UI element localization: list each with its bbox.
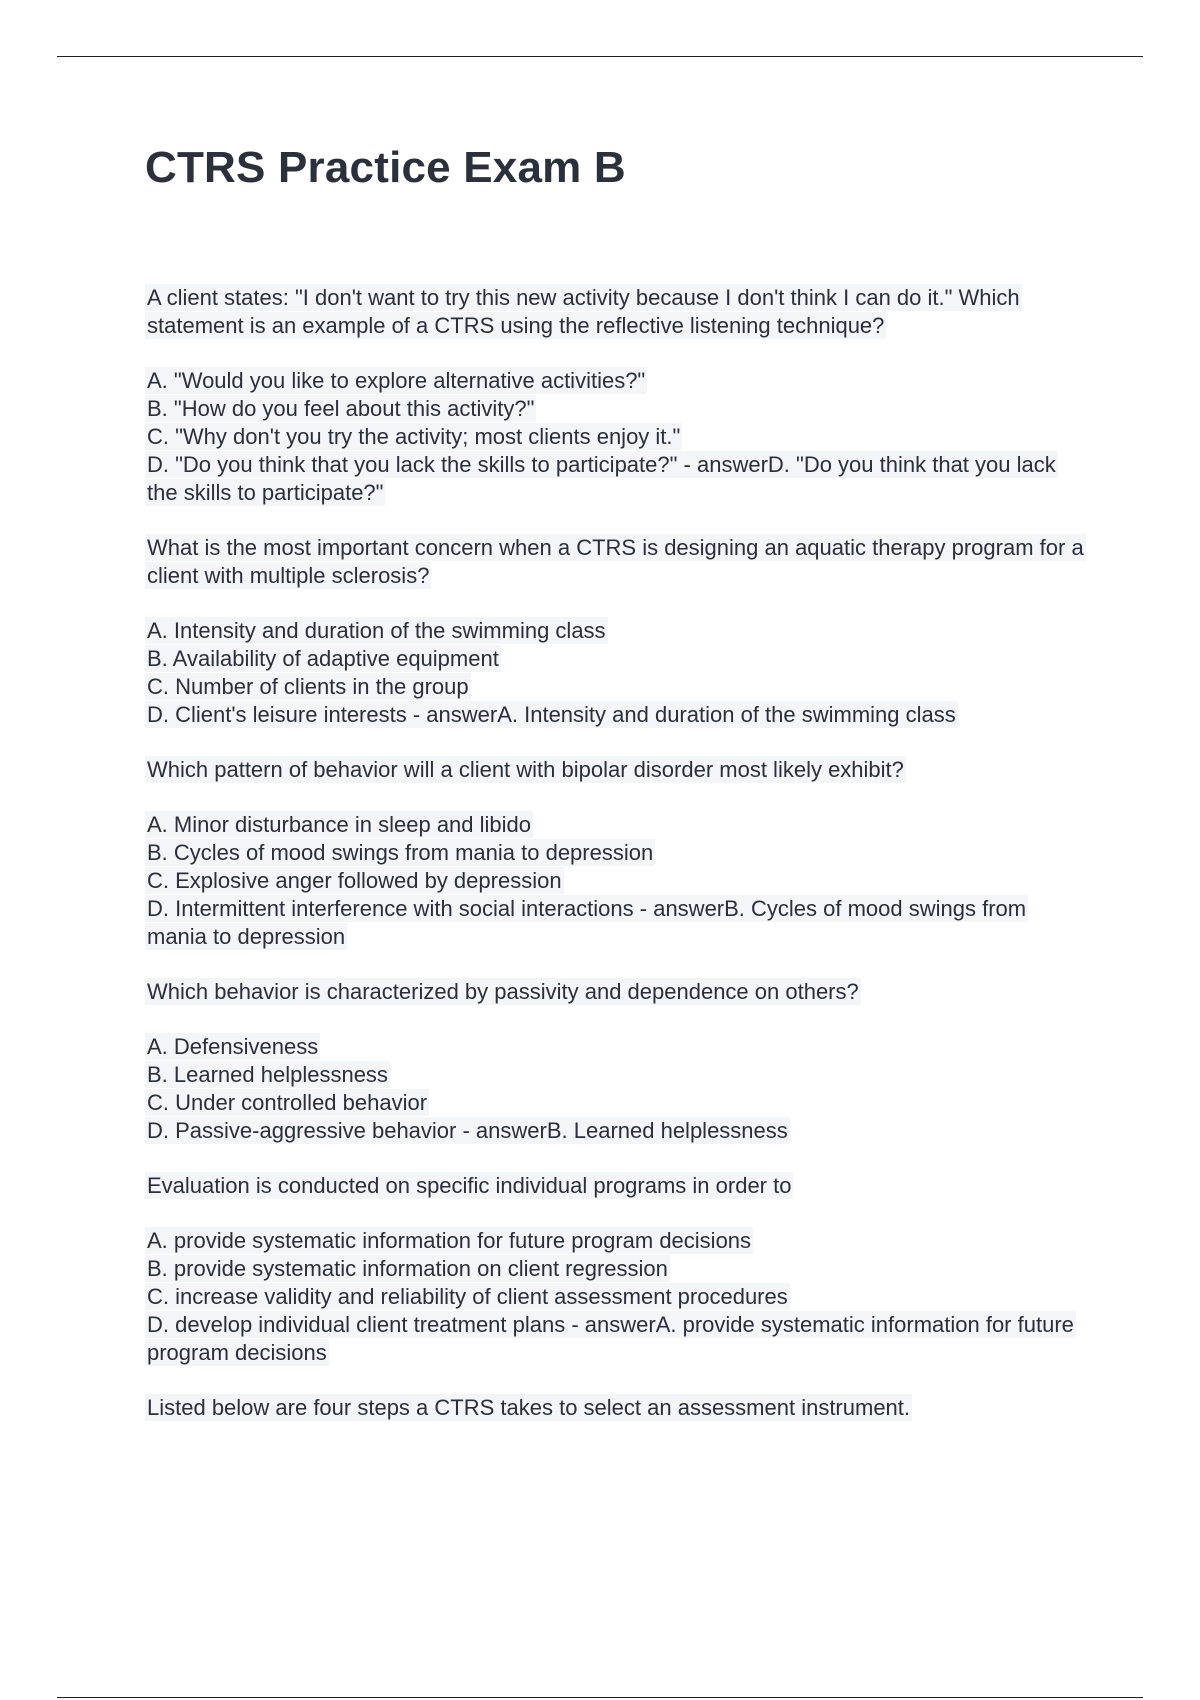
question-list: [145, 284, 1085, 1449]
answer-option: C. increase validity and reliability of client assessment procedures: [147, 1284, 788, 1309]
answer-option: B. "How do you feel about this activity?": [147, 396, 535, 421]
question-text: Which pattern of behavior will a client with bipolar disorder most likely exhibit?: [147, 757, 904, 782]
answer-option: A. provide systematic information for future program decisions: [147, 1228, 752, 1253]
question-block: [145, 978, 1085, 1145]
answer-option-with-answer: D. develop individual client treatment plans - answerA. provide systematic information for future program decisions: [147, 1312, 1074, 1365]
answer-option: B. Availability of adaptive equipment: [147, 646, 499, 671]
question-text: Which behavior is characterized by passivity and dependence on others?: [147, 979, 859, 1004]
question-block: [145, 534, 1085, 729]
answer-option: A. Intensity and duration of the swimming class: [147, 618, 606, 643]
answer-option: A. Defensiveness: [147, 1034, 319, 1059]
question-text: What is the most important concern when a CTRS is designing an aquatic therapy program for a client with multiple sclerosis?: [147, 535, 1084, 588]
question-block: [145, 1172, 1085, 1367]
top-rule: [57, 56, 1143, 57]
answer-option-with-answer: D. Client's leisure interests - answerA. Intensity and duration of the swimming class: [147, 702, 956, 727]
answer-option: A. Minor disturbance in sleep and libido: [147, 812, 532, 837]
question-text: Listed below are four steps a CTRS takes to select an assessment instrument.: [147, 1395, 911, 1420]
page-title: CTRS Practice Exam B: [145, 143, 626, 192]
answer-option: C. Number of clients in the group: [147, 674, 469, 699]
question-text: A client states: "I don't want to try this new activity because I don't think I can do it." Which statement is an example of a CTRS using the reflective listening technique?: [147, 285, 1020, 338]
question-block: [145, 756, 1085, 951]
answer-option: C. "Why don't you try the activity; most clients enjoy it.": [147, 424, 681, 449]
answer-option: A. "Would you like to explore alternative activities?": [147, 368, 646, 393]
answer-option: B. Cycles of mood swings from mania to depression: [147, 840, 654, 865]
answer-option-with-answer: D. Intermittent interference with social interactions - answerB. Cycles of mood swings from mania to depression: [147, 896, 1027, 949]
answer-option: B. Learned helplessness: [147, 1062, 388, 1087]
question-text: Evaluation is conducted on specific individual programs in order to: [147, 1173, 792, 1198]
answer-option: B. provide systematic information on client regression: [147, 1256, 668, 1281]
question-block: [145, 284, 1085, 507]
answer-option: C. Under controlled behavior: [147, 1090, 428, 1115]
question-block: [145, 1394, 1085, 1422]
bottom-rule: [57, 1697, 1143, 1698]
answer-option-with-answer: D. "Do you think that you lack the skills to participate?" - answerD. "Do you think that you lack the skills to participate?": [147, 452, 1056, 505]
answer-option-with-answer: D. Passive-aggressive behavior - answerB. Learned helplessness: [147, 1118, 788, 1143]
answer-option: C. Explosive anger followed by depression: [147, 868, 562, 893]
